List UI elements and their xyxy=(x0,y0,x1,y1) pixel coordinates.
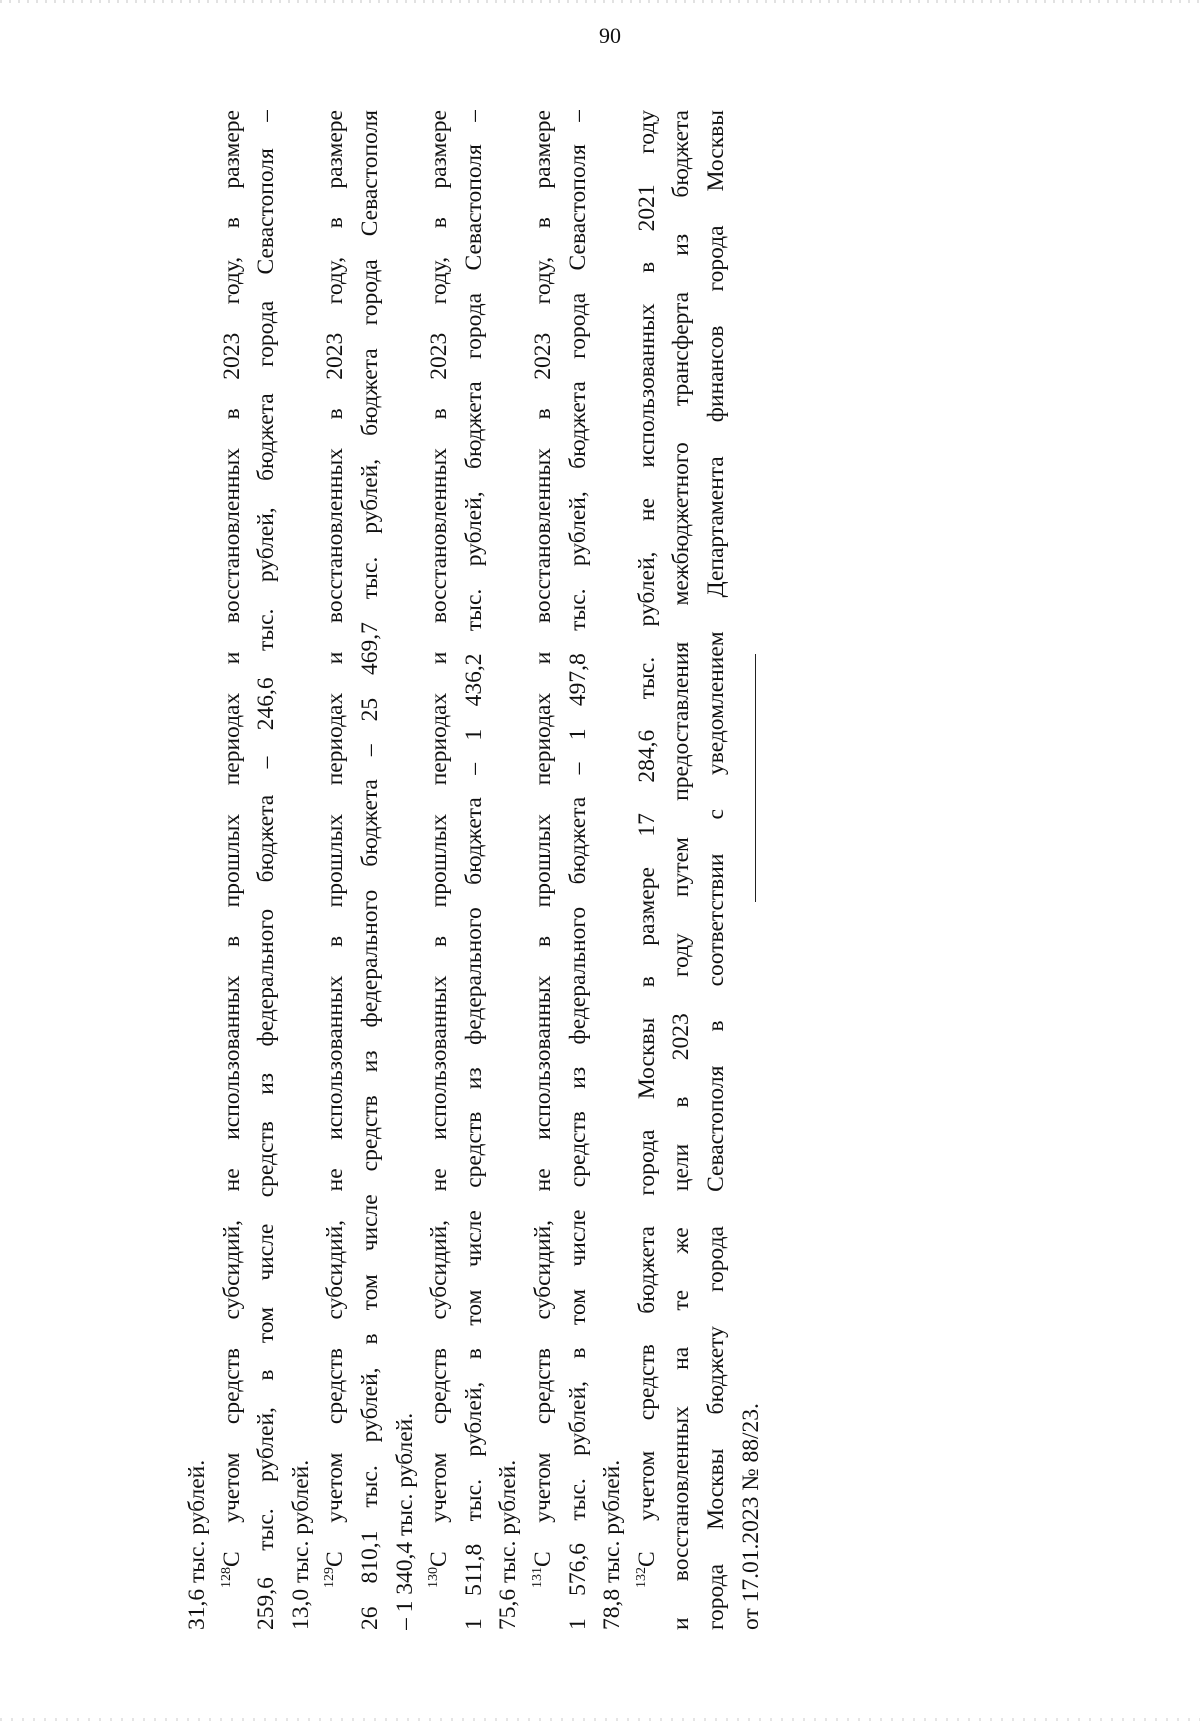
footnote-text: 13,0 тыс. рублей. xyxy=(287,1459,314,1630)
footnotes-block xyxy=(180,110,764,1630)
footnote-132-line-3 xyxy=(699,110,734,1630)
footnote-132-line-1 xyxy=(630,110,665,1630)
footnote-131-line-3 xyxy=(595,110,630,1630)
footnote-129-line-1 xyxy=(318,110,353,1630)
footnote-text: С учетом средств субсидий, не использованных в прошлых периодах и восстановленных в 2023 году, в размере xyxy=(426,110,453,1567)
scan-edge-bottom xyxy=(0,1718,1200,1721)
footnote-marker-132: 132 xyxy=(633,1567,649,1588)
footnote-129-line-3 xyxy=(388,110,423,1630)
footnote-text: С учетом средств субсидий, не использованных в прошлых периодах и восстановленных в 2023 году, в размере xyxy=(322,110,349,1567)
footnote-marker-131: 131 xyxy=(530,1567,546,1588)
footnote-128-line-1 xyxy=(215,110,250,1630)
footnote-128-line-3 xyxy=(284,110,319,1630)
footnote-continuation-line xyxy=(180,110,215,1630)
footnote-132-line-4 xyxy=(734,110,769,1630)
footnote-text: – 1 340,4 тыс. рублей. xyxy=(391,1412,418,1630)
footnote-text: 75,6 тыс. рублей. xyxy=(495,1459,522,1630)
scan-edge-top xyxy=(0,0,1200,3)
footnote-text: и восстановленных на те же цели в 2023 году путем предоставления межбюджетного трансферта из бюджета xyxy=(668,110,695,1630)
footnote-text: 1 576,6 тыс. рублей, в том числе средств из федерального бюджета – 1 497,8 тыс. рублей, бюджета города Севастополя – xyxy=(564,110,591,1630)
footnote-text: С учетом средств субсидий, не использованных в прошлых периодах и восстановленных в 2023 году, в размере xyxy=(218,110,245,1567)
separator-line xyxy=(755,654,756,902)
footnote-131-line-1 xyxy=(526,110,561,1630)
footnote-129-line-2 xyxy=(353,110,388,1630)
footnote-marker-130: 130 xyxy=(426,1567,442,1588)
footnote-132-line-2 xyxy=(664,110,699,1630)
footnote-131-line-2 xyxy=(561,110,596,1630)
page-number: 90 xyxy=(599,23,621,48)
footnote-text: 31,6 тыс. рублей. xyxy=(184,1459,210,1630)
footnote-130-line-3 xyxy=(491,110,526,1630)
footnote-text: 1 511,8 тыс. рублей, в том числе средств из федерального бюджета – 1 436,2 тыс. рублей, бюджета города Севастополя – xyxy=(460,110,487,1630)
footnote-text: 78,8 тыс. рублей. xyxy=(599,1459,626,1630)
footnote-text: города Москвы бюджету города Севастополя в соответствии с уведомлением Департамента финансов города Москвы xyxy=(702,110,729,1630)
footnote-text: 259,6 тыс. рублей, в том числе средств из федерального бюджета – 246,6 тыс. рублей, бюджета города Севастополя – xyxy=(253,110,280,1630)
footnote-marker-128: 128 xyxy=(218,1567,234,1588)
footnote-text: С учетом средств бюджета города Москвы в размере 17 284,6 тыс. рублей, не использованных в 2021 году xyxy=(633,110,660,1567)
footnote-marker-129: 129 xyxy=(322,1567,338,1588)
footnote-text: 26 810,1 тыс. рублей, в том числе средств из федерального бюджета – 25 469,7 тыс. рублей, бюджета города Севастополя xyxy=(356,110,383,1630)
footnote-130-line-1 xyxy=(422,110,457,1630)
footnote-text: С учетом средств субсидий, не использованных в прошлых периодах и восстановленных в 2023 году, в размере xyxy=(529,110,556,1567)
footnote-130-line-2 xyxy=(457,110,492,1630)
footnote-128-line-2 xyxy=(249,110,284,1630)
footnote-text: от 17.01.2023 № 88/23. xyxy=(737,1403,764,1630)
